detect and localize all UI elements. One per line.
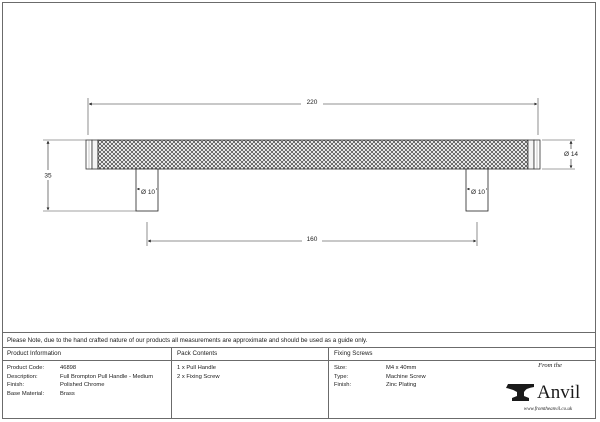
centres-label: 160 <box>306 236 318 243</box>
product-info-column <box>2 348 172 419</box>
pack-item: 1 x Pull Handle <box>177 365 216 371</box>
pack-item: 2 x Fixing Screw <box>177 373 220 380</box>
leg-diameter-left <box>137 187 157 196</box>
leg-right-label: Ø 10 <box>470 189 486 196</box>
pack-contents-column <box>172 348 329 419</box>
product-info-heading: Product Information <box>2 348 172 361</box>
leg-left-label: Ø 10 <box>140 189 156 196</box>
base-material-value: Brass <box>60 390 75 397</box>
bar-diameter-label: Ø 14 <box>563 151 579 158</box>
screw-type-label: Type: <box>334 373 349 380</box>
pull-handle <box>86 140 540 211</box>
screw-finish-label: Finish: <box>334 382 352 388</box>
overall-length-label: 220 <box>306 99 318 106</box>
description-label: Description: <box>7 373 38 380</box>
screw-finish-value: Zinc Plating <box>386 382 417 388</box>
screw-type-value: Machine Screw <box>386 373 426 380</box>
leg-diameter-right <box>467 187 487 196</box>
logo-name: Anvil <box>537 382 581 403</box>
screw-size-value: M4 x 40mm <box>386 365 417 371</box>
anvil-icon <box>506 384 534 401</box>
finish-value: Polished Chrome <box>60 382 105 388</box>
fixing-screws-heading: Fixing Screws <box>329 348 596 361</box>
base-material-label: Base Material: <box>7 390 45 397</box>
from-the-anvil-logo <box>500 358 592 418</box>
product-code-label: Product Code: <box>7 365 45 371</box>
measurement-note: Please Note, due to the hand crafted nature of our products all measurements are approximate and should be used as a guide only. <box>2 332 596 348</box>
finish-label: Finish: <box>7 382 25 388</box>
description-value: Full Brompton Pull Handle - Medium <box>60 373 154 380</box>
knurled-bar <box>98 140 528 169</box>
centres-dimension <box>147 222 477 246</box>
logo-url: www.fromtheanvil.co.uk <box>523 407 573 412</box>
pack-contents-heading: Pack Contents <box>172 348 329 361</box>
screw-size-label: Size: <box>334 365 347 371</box>
overall-length-dimension <box>88 97 538 135</box>
height-label: 35 <box>44 172 52 180</box>
bar-diameter-dimension <box>542 140 583 169</box>
logo-from-the: From the <box>538 362 562 369</box>
product-code-value: 46898 <box>60 365 77 371</box>
